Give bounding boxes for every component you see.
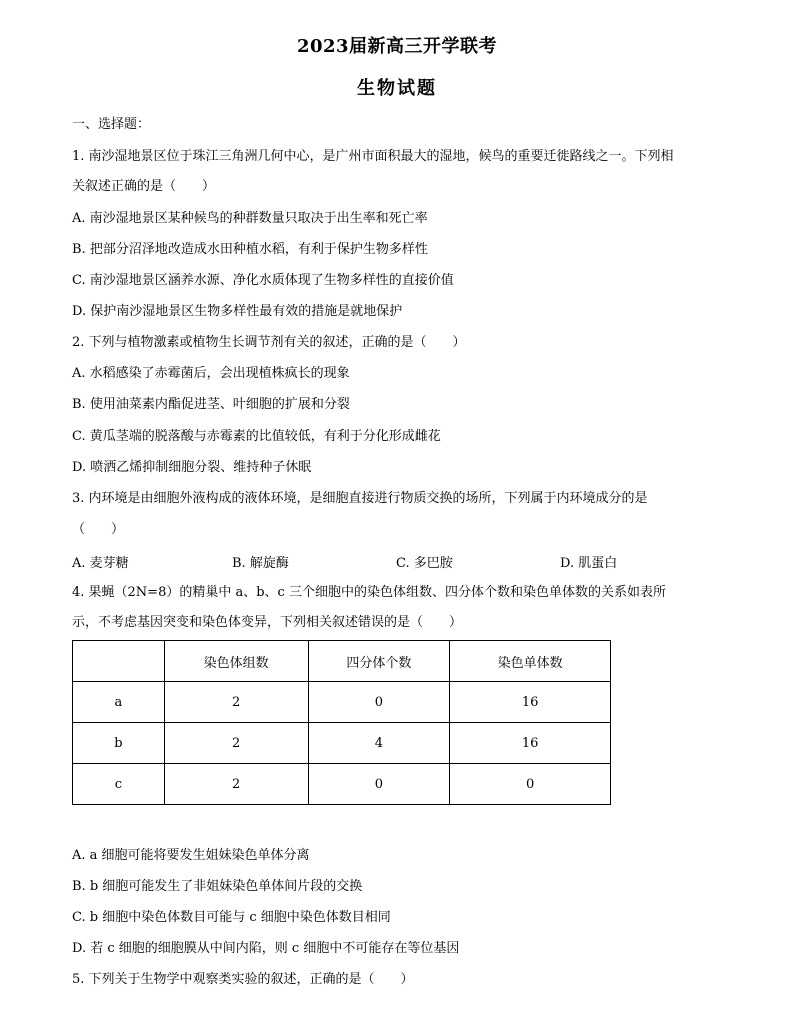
q3-option-c: C. 多巴胺 <box>396 556 453 571</box>
table-cell: 0 <box>308 764 450 805</box>
table-row <box>73 723 611 764</box>
q1-stem-line2: 关叙述正确的是（ ） <box>72 179 216 194</box>
q3-option-a: A. 麦芽糖 <box>72 556 129 571</box>
table-cell: b <box>73 723 165 764</box>
q1-option-c: C. 南沙湿地景区涵养水源、净化水质体现了生物多样性的直接价值 <box>72 273 454 288</box>
table-cell: 0 <box>308 682 450 723</box>
q4-option-a: A. a 细胞可能将要发生姐妹染色单体分离 <box>72 848 310 863</box>
q1-option-d: D. 保护南沙湿地景区生物多样性最有效的措施是就地保护 <box>72 304 403 319</box>
q2-option-b: B. 使用油菜素内酯促进茎、叶细胞的扩展和分裂 <box>72 397 350 412</box>
table-cell: c <box>73 764 165 805</box>
q3-option-b: B. 解旋酶 <box>232 556 289 571</box>
q3-options <box>72 552 732 570</box>
table-row <box>73 682 611 723</box>
q2-option-a: A. 水稻感染了赤霉菌后，会出现植株疯长的现象 <box>72 366 350 381</box>
q2-option-d: D. 喷洒乙烯抑制细胞分裂、维持种子休眠 <box>72 460 312 475</box>
q3-stem-line2: （ ） <box>72 522 125 537</box>
q4-stem-line2: 示，不考虑基因突变和染色体变异，下列相关叙述错误的是（ ） <box>72 615 463 630</box>
table-cell: 4 <box>308 723 450 764</box>
table-cell: 16 <box>450 682 611 723</box>
exam-subtitle: 生物试题 <box>357 78 437 99</box>
q4-stem-line1: 4. 果蝇（2N=8）的精巢中 a、b、c 三个细胞中的染色体组数、四分体个数和染色单体数的关系如表所 <box>72 585 666 600</box>
q4-option-d: D. 若 c 细胞的细胞膜从中间内陷，则 c 细胞中不可能存在等位基因 <box>72 941 460 956</box>
table-cell: 0 <box>450 764 611 805</box>
table-cell: 2 <box>164 682 308 723</box>
table-cell: 16 <box>450 723 611 764</box>
q3-stem-line1: 3. 内环境是由细胞外液构成的液体环境，是细胞直接进行物质交换的场所，下列属于内环境成分的是 <box>72 491 648 506</box>
q1-option-b: B. 把部分沼泽地改造成水田种植水稻，有利于保护生物多样性 <box>72 242 428 257</box>
section-heading: 一、选择题： <box>72 117 151 132</box>
table-cell: 2 <box>164 764 308 805</box>
exam-title: 2023届新高三开学联考 <box>296 36 498 57</box>
q5-stem: 5. 下列关于生物学中观察类实验的叙述，正确的是（ ） <box>72 972 414 987</box>
table-cell: 2 <box>164 723 308 764</box>
table-cell: a <box>73 682 165 723</box>
table-header-cell: 四分体个数 <box>308 641 450 682</box>
table-header-cell <box>73 641 165 682</box>
q2-stem: 2. 下列与植物激素或植物生长调节剂有关的叙述，正确的是（ ） <box>72 335 466 350</box>
q1-stem-line1: 1. 南沙湿地景区位于珠江三角洲几何中心，是广州市面积最大的湿地，候鸟的重要迁徙路线之一。下列相 <box>72 149 674 164</box>
q3-option-d: D. 肌蛋白 <box>560 556 618 571</box>
q2-option-c: C. 黄瓜茎端的脱落酸与赤霉素的比值较低，有利于分化形成雌花 <box>72 429 441 444</box>
q4-option-b: B. b 细胞可能发生了非姐妹染色单体间片段的交换 <box>72 879 363 894</box>
q1-option-a: A. 南沙湿地景区某种候鸟的种群数量只取决于出生率和死亡率 <box>72 211 428 226</box>
table-row <box>73 764 611 805</box>
table-header-cell: 染色体组数 <box>164 641 308 682</box>
table-header-cell: 染色单体数 <box>450 641 611 682</box>
q4-option-c: C. b 细胞中染色体数目可能与 c 细胞中染色体数目相同 <box>72 910 391 925</box>
q4-data-table <box>72 640 611 805</box>
table-header-row <box>73 641 611 682</box>
